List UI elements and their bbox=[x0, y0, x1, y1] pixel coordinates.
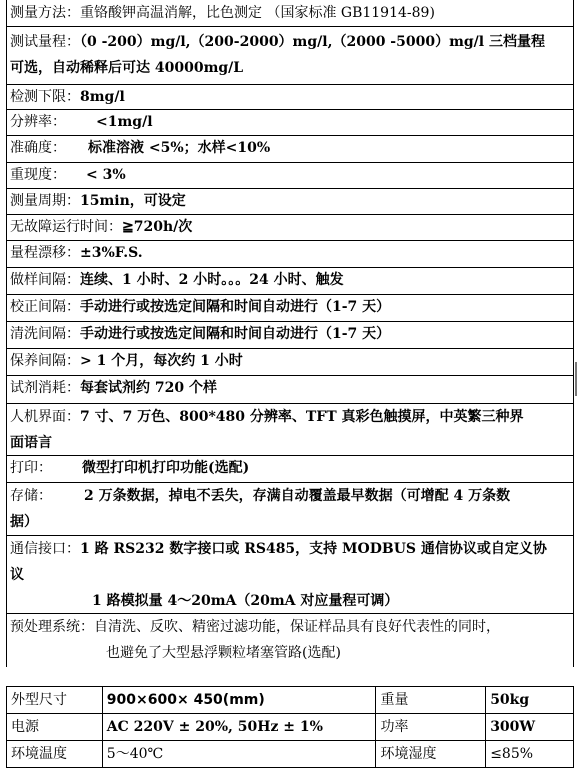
row-print bbox=[7, 456, 573, 483]
spec-key: 功率 bbox=[376, 714, 486, 741]
row-maintenance bbox=[7, 349, 573, 376]
row-range bbox=[7, 27, 573, 85]
table-row bbox=[7, 741, 574, 768]
spec-value: 300W bbox=[486, 714, 574, 741]
cleaning-label: 清洗间隔： bbox=[10, 326, 80, 342]
row-calibration bbox=[7, 295, 573, 322]
row-drift bbox=[7, 241, 573, 268]
row-resolution bbox=[7, 110, 573, 136]
accuracy-label: 准确度： bbox=[10, 140, 66, 156]
maintenance-label: 保养间隔： bbox=[10, 353, 80, 369]
repeatability-label: 重现度： bbox=[10, 167, 66, 183]
resolution-value: <1mg/l bbox=[96, 114, 153, 130]
row-comm bbox=[7, 536, 573, 614]
row-accuracy bbox=[7, 136, 573, 163]
print-label: 打印： bbox=[10, 460, 52, 476]
row-mtbf bbox=[7, 215, 573, 241]
row-storage bbox=[7, 483, 573, 536]
resolution-label: 分辨率： bbox=[10, 114, 66, 130]
cycle-label: 测量周期： bbox=[10, 193, 80, 209]
specs-table bbox=[6, 686, 574, 768]
mtbf-label: 无故障运行时间： bbox=[10, 219, 122, 235]
storage-value: 2 万条数据，掉电不丢失，存满自动覆盖最早数据（可增配 4 万条数 bbox=[84, 488, 511, 504]
method-text: 测量方法：重铬酸钾高温消解，比色测定 （国家标准 GB11914-89) bbox=[10, 5, 435, 21]
pretreat-value: 自清洗、反吹、精密过滤功能，保证样品具有良好代表性的同时， bbox=[94, 619, 500, 635]
row-hmi bbox=[7, 404, 573, 456]
hmi-label: 人机界面： bbox=[10, 409, 80, 425]
row-reagent bbox=[7, 376, 573, 404]
repeatability-value: < 3% bbox=[86, 167, 126, 183]
mtbf-value: ≧720h/次 bbox=[122, 219, 193, 235]
comm-value: 1 路 RS232 数字接口或 RS485，支持 MODBUS 通信协议或自定义协 bbox=[80, 541, 547, 557]
spec-key: 外型尺寸 bbox=[7, 687, 103, 714]
spec-sheet bbox=[6, 0, 574, 667]
row-method bbox=[7, 0, 573, 27]
pretreat-label: 预处理系统： bbox=[10, 619, 94, 635]
maintenance-value: > 1 个月，每次约 1 小时 bbox=[80, 353, 243, 369]
reagent-value: 每套试剂约 720 个样 bbox=[80, 380, 217, 396]
spec-key: 环境温度 bbox=[7, 741, 103, 768]
spec-value: 50kg bbox=[486, 687, 574, 714]
spec-value: AC 220V ± 20%, 50Hz ± 1% bbox=[102, 714, 376, 741]
row-repeatability bbox=[7, 163, 573, 189]
spec-value: ≤85% bbox=[486, 741, 574, 768]
spec-value: 900×600× 450(mm) bbox=[102, 687, 376, 714]
row-cycle bbox=[7, 189, 573, 215]
comm-value-line2: 议 bbox=[10, 567, 24, 583]
spec-key: 电源 bbox=[7, 714, 103, 741]
drift-label: 量程漂移： bbox=[10, 245, 80, 261]
drift-value: ±3%F.S. bbox=[80, 245, 143, 261]
spec-value: 5～40℃ bbox=[102, 741, 376, 768]
calibration-label: 校正间隔： bbox=[10, 299, 80, 315]
range-value-line2: 可选，自动稀释后可达 40000mg/L bbox=[10, 60, 244, 76]
row-lower-limit bbox=[7, 85, 573, 110]
comm-value-line3: 1 路模拟量 4～20mA（20mA 对应量程可调） bbox=[92, 593, 399, 609]
reagent-label: 试剂消耗： bbox=[10, 380, 80, 396]
lower-limit-label: 检测下限： bbox=[10, 89, 80, 105]
storage-label: 存储： bbox=[10, 488, 52, 504]
storage-value-line2: 据） bbox=[10, 514, 38, 530]
table-row bbox=[7, 714, 574, 741]
cycle-value: 15min，可设定 bbox=[80, 193, 186, 209]
hmi-value-line2: 面语言 bbox=[10, 435, 52, 451]
print-value: 微型打印机打印功能(选配) bbox=[82, 460, 250, 476]
range-value: （0 -200）mg/l,（200-2000）mg/l,（2000 -5000）mg/l 三档量程 bbox=[80, 34, 545, 50]
row-pretreatment bbox=[7, 614, 573, 667]
row-interval bbox=[7, 268, 573, 295]
scrollbar-thumb[interactable] bbox=[575, 362, 577, 396]
accuracy-value: 标准溶液 <5%；水样<10% bbox=[88, 140, 271, 156]
spec-key: 环境湿度 bbox=[376, 741, 486, 768]
calibration-value: 手动进行或按选定间隔和时间自动进行（1-7 天） bbox=[80, 299, 391, 315]
interval-value: 连续、1 小时、2 小时。。。24 小时、触发 bbox=[80, 272, 344, 288]
comm-label: 通信接口： bbox=[10, 541, 80, 557]
pretreat-value-line2: 也避免了大型悬浮颗粒堵塞管路(选配) bbox=[106, 645, 341, 661]
hmi-value: 7 寸、7 万色、800*480 分辨率、TFT 真彩色触摸屏，中英繁三种界 bbox=[80, 409, 524, 425]
interval-label: 做样间隔： bbox=[10, 272, 80, 288]
spec-key: 重量 bbox=[376, 687, 486, 714]
table-row bbox=[7, 687, 574, 714]
cleaning-value: 手动进行或按选定间隔和时间自动进行（1-7 天） bbox=[80, 326, 391, 342]
lower-limit-value: 8mg/l bbox=[80, 89, 125, 105]
range-label: 测试量程： bbox=[10, 34, 80, 50]
row-cleaning bbox=[7, 322, 573, 349]
